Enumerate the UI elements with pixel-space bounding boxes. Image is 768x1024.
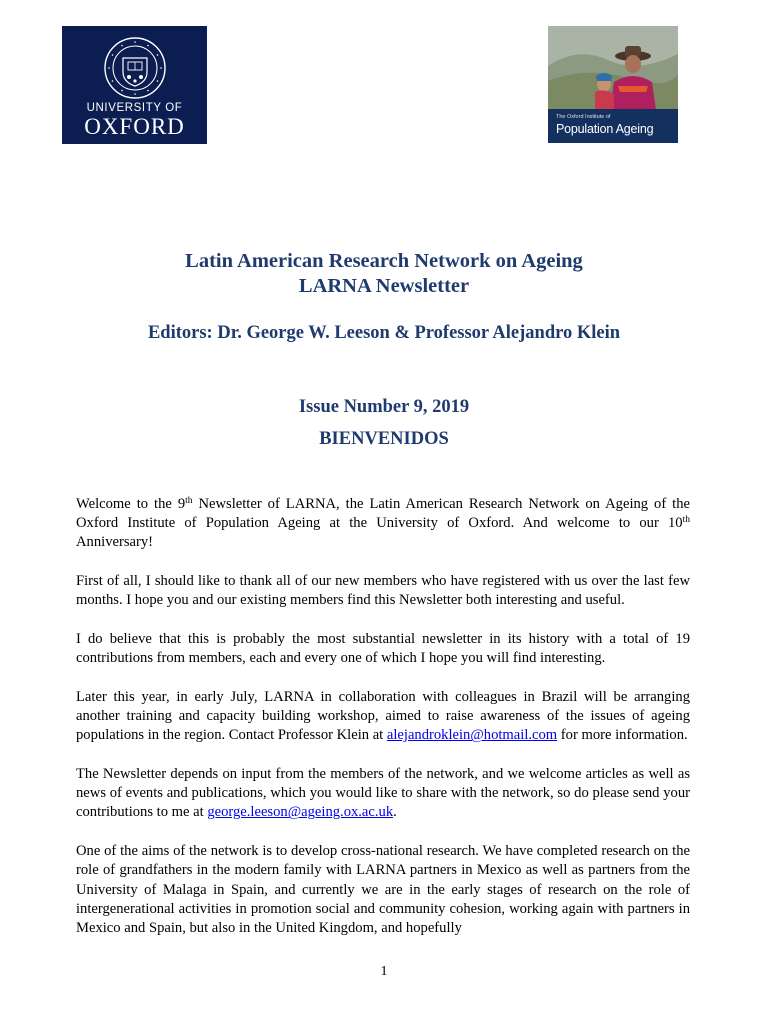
- paragraph-substantial: I do believe that this is probably the most substantial newsletter in its history with a total of 19 contributions from members, each and every one of which I hope you will find interesting.: [76, 631, 690, 667]
- paragraph-workshop: [76, 688, 690, 746]
- population-ageing-small-text: The Oxford Institute of: [556, 114, 611, 120]
- leeson-email-link[interactable]: george.leeson@ageing.ox.ac.uk: [207, 804, 394, 821]
- newsletter-body: [76, 495, 690, 938]
- title-line-1: Latin American Research Network on Ageing: [185, 250, 583, 272]
- population-ageing-band: [548, 109, 678, 143]
- page-number: 1: [380, 964, 388, 979]
- oxford-logo: [62, 26, 207, 144]
- paragraph-research: One of the aims of the network is to develop cross-national research. We have completed research on the role of grandfathers in the modern family with LARNA partners in Mexico as well as partners from the University of Malaga in Spain, and currently we are in the early stages of research on the role of intergenerational activities in promotion social and community cohesion, working again with partners in Mexico and Spain, but also in the United Kingdom, and hopefully: [76, 843, 690, 936]
- paragraph-thanks: First of all, I should like to thank all of our new members who have registered with us over the last few months. I hope you and our existing members find this Newsletter both interesting and useful.: [76, 573, 690, 609]
- paragraph-welcome: [76, 495, 690, 553]
- population-ageing-logo: [548, 26, 678, 143]
- superscript: th: [682, 515, 690, 526]
- oxford-logo-line1: UNIVERSITY OF: [86, 102, 183, 114]
- paragraph-contributions: [76, 765, 690, 823]
- oxford-crest-icon: [103, 36, 167, 100]
- newsletter-title: [0, 249, 768, 299]
- paragraph-text: Newsletter of LARNA, the Latin American Research Network on Ageing of the Oxford Institute of Population Ageing at the University of Oxford. And welcome to our 10: [76, 496, 691, 532]
- paragraph-text: Anniversary!: [76, 534, 153, 551]
- population-ageing-title: Population Ageing: [556, 122, 654, 136]
- paragraph-text: .: [393, 804, 397, 821]
- welcome-heading: BIENVENIDOS: [319, 429, 449, 449]
- editors-line: Editors: Dr. George W. Leeson & Professor Alejandro Klein: [147, 323, 621, 343]
- oxford-logo-line2: OXFORD: [84, 114, 185, 139]
- klein-email-link[interactable]: alejandroklein@hotmail.com: [386, 727, 558, 744]
- paragraph-text: Later this year, in early July, LARNA in collaboration with colleagues in Brazil will be arranging another training and capacity building workshop, aimed to raise awareness of the issues of ageing populations in the region. Contact Professor Klein at: [76, 688, 690, 744]
- issue-number: Issue Number 9, 2019: [298, 397, 470, 417]
- title-line-2: LARNA Newsletter: [298, 275, 470, 297]
- paragraph-text: Welcome to the 9: [76, 496, 186, 512]
- paragraph-text: for more information.: [557, 727, 688, 744]
- paragraph-text: The Newsletter depends on input from the members of the network, and we welcome articles as well as news of events and publications, which you would like to share with the network, so do please send your contributions to me at: [76, 766, 690, 821]
- superscript: th: [185, 496, 193, 506]
